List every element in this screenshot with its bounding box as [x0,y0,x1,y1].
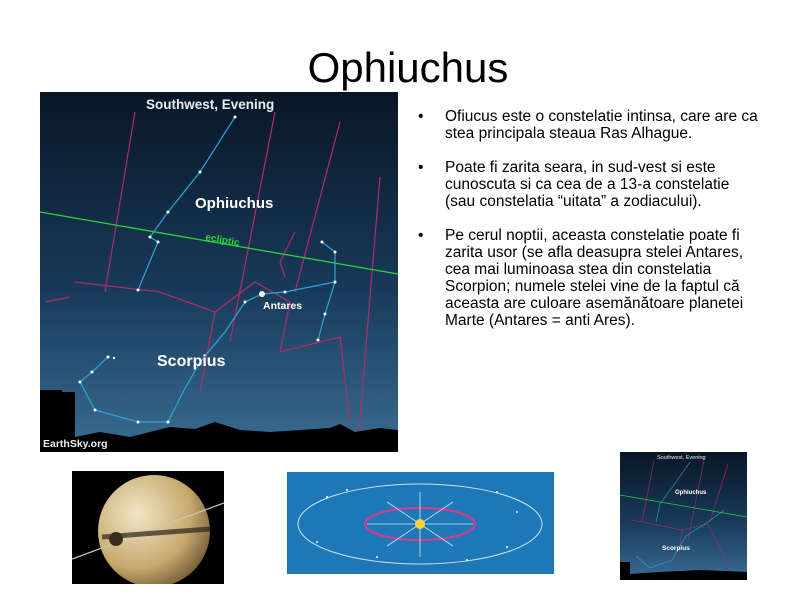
star-map-image [40,92,398,452]
bullet-item [416,108,761,142]
ophiuchus-label: Ophiuchus [195,195,274,212]
map-header: Southwest, Evening [146,97,275,112]
thumbnail-header: Southwest, Evening [657,455,706,461]
bullet-marker: • [418,108,424,125]
antares-label: Antares [263,300,303,312]
bullet-item [416,227,761,329]
bullet-text: Poate fi zarita seara, in sud-vest si este cunoscuta si ca cea de a 13-a constelatie (sau constelatia “uitata” a zodiacului). [445,159,730,210]
slide-title: Ophiuchus [307,44,509,91]
thumbnail-scorpius-label: Scorpius [662,545,690,552]
saturn-image [72,471,224,584]
bullet-list [416,108,761,346]
bullet-text: Ofiucus este o constelatie intinsa, care are ca stea principala steaua Ras Alhague. [445,108,758,142]
star-map-thumbnail [620,452,747,580]
night-sky [40,92,398,452]
scorpius-label: Scorpius [157,353,226,370]
thumbnail-ophiuchus-label: Ophiuchus [675,490,707,496]
bullet-text: Pe cerul noptii, aceasta constelatie poate fi zarita usor (se afla deasupra stelei Antares, cea mai luminoasa stea din constelatia Scorpion; numele stelei vine de la faptul că aceasta are culoare asemănătoare planetei Marte (Antares = anti Ares). [445,227,744,329]
credit-label: EarthSky.org [43,438,108,450]
celestial-sphere-image [287,472,554,574]
bullet-marker: • [418,159,424,176]
bullet-item [416,159,761,210]
bullet-marker: • [418,227,424,244]
ecliptic-label: ecliptic [204,232,241,249]
